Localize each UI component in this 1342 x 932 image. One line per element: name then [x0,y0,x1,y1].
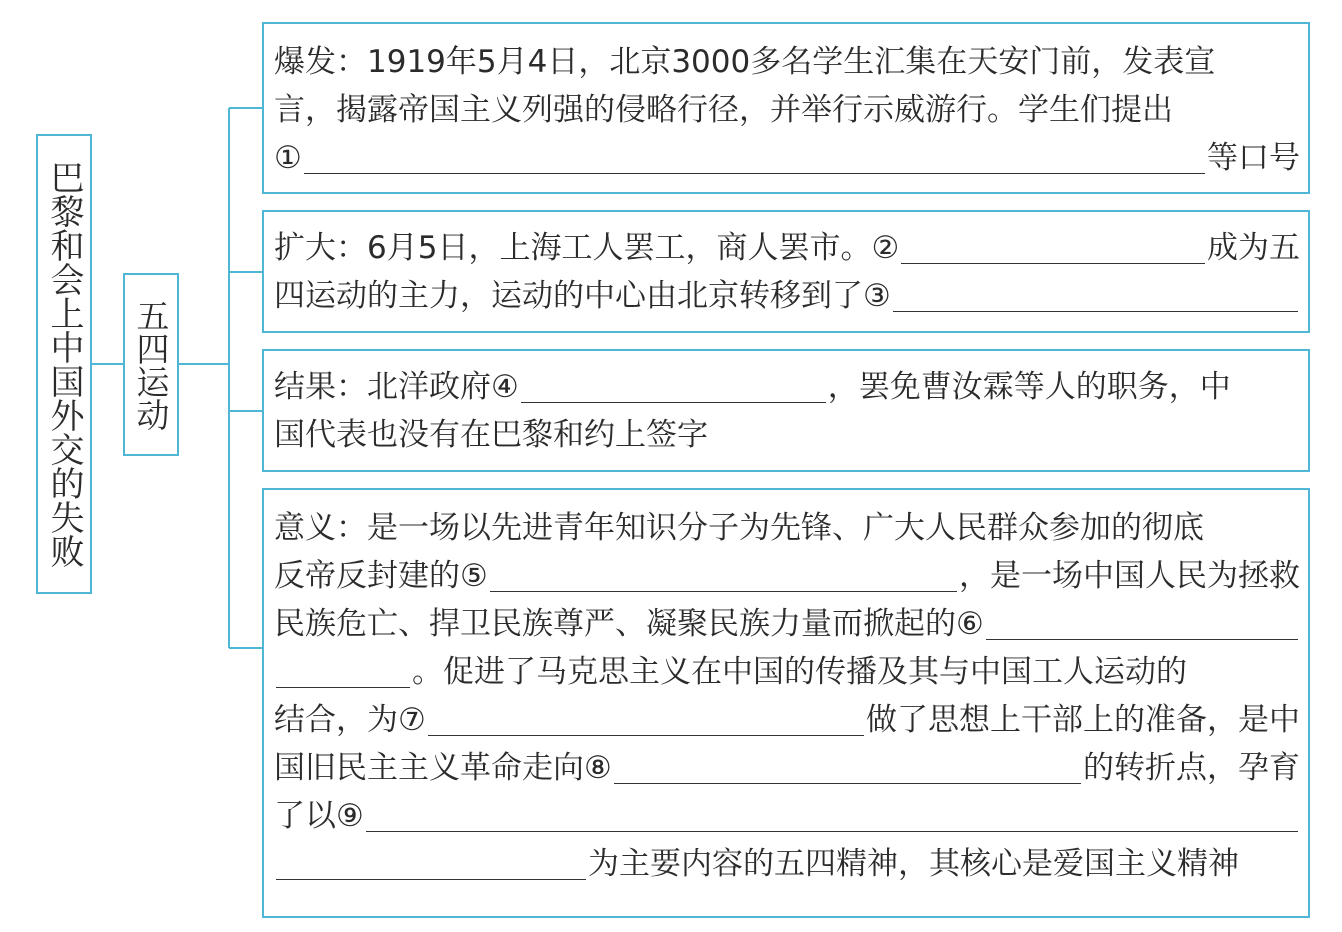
card-outbreak [262,22,1310,194]
significance-line-6: 国旧民主主义革命走向⑧ 的转折点，孕育 [274,750,1300,786]
blank-6b[interactable] [276,657,410,688]
root-label: 巴黎和会上中国外交的失败 [44,160,84,568]
blank-6a[interactable] [986,609,1298,640]
blank-5[interactable] [490,561,957,592]
card-expansion [262,210,1310,333]
topic-node [123,273,179,456]
card-significance [262,488,1310,918]
outbreak-line-1: 爆发：1919年5月4日，北京3000多名学生汇集在天安门前，发表宣 [274,44,1216,80]
result-line-1: 结果：北洋政府④ ，罢免曹汝霖等人的职务，中 [274,369,1231,405]
expansion-line-2: 四运动的主力，运动的中心由北京转移到了③ [274,272,1300,320]
outbreak-line-2: 言，揭露帝国主义列强的侵略行径，并举行示威游行。学生们提出 [274,92,1173,128]
blank-2[interactable] [901,233,1205,264]
significance-line-7: 了以⑨ [274,792,1300,840]
blank-8[interactable] [614,753,1081,784]
significance-line-5: 结合，为⑦ 做了思想上干部上的准备，是中 [274,702,1300,738]
significance-line-1: 意义：是一场以先进青年知识分子为先锋、广大人民群众参加的彻底 [274,510,1204,546]
blank-9b[interactable] [276,849,586,880]
blank-4[interactable] [521,372,826,403]
significance-line-4: 。促进了马克思主义在中国的传播及其与中国工人运动的 [274,648,1300,696]
outbreak-line-3: ① 等口号 [274,140,1300,176]
significance-line-3: 民族危亡、捍卫民族尊严、凝聚民族力量而掀起的⑥ [274,600,1300,648]
card-result [262,349,1310,472]
root-node [36,134,92,594]
significance-line-8: 为主要内容的五四精神，其核心是爱国主义精神 [274,840,1300,888]
blank-3[interactable] [893,281,1298,312]
blank-1[interactable] [304,143,1205,174]
topic-label: 五四运动 [131,298,171,431]
result-line-2: 国代表也没有在巴黎和约上签字 [274,417,708,453]
blank-9a[interactable] [366,801,1298,832]
blank-7[interactable] [428,705,864,736]
significance-line-2: 反帝反封建的⑤ ，是一场中国人民为拯救 [274,558,1300,594]
expansion-line-1: 扩大：6月5日，上海工人罢工，商人罢市。② 成为五 [274,230,1300,266]
